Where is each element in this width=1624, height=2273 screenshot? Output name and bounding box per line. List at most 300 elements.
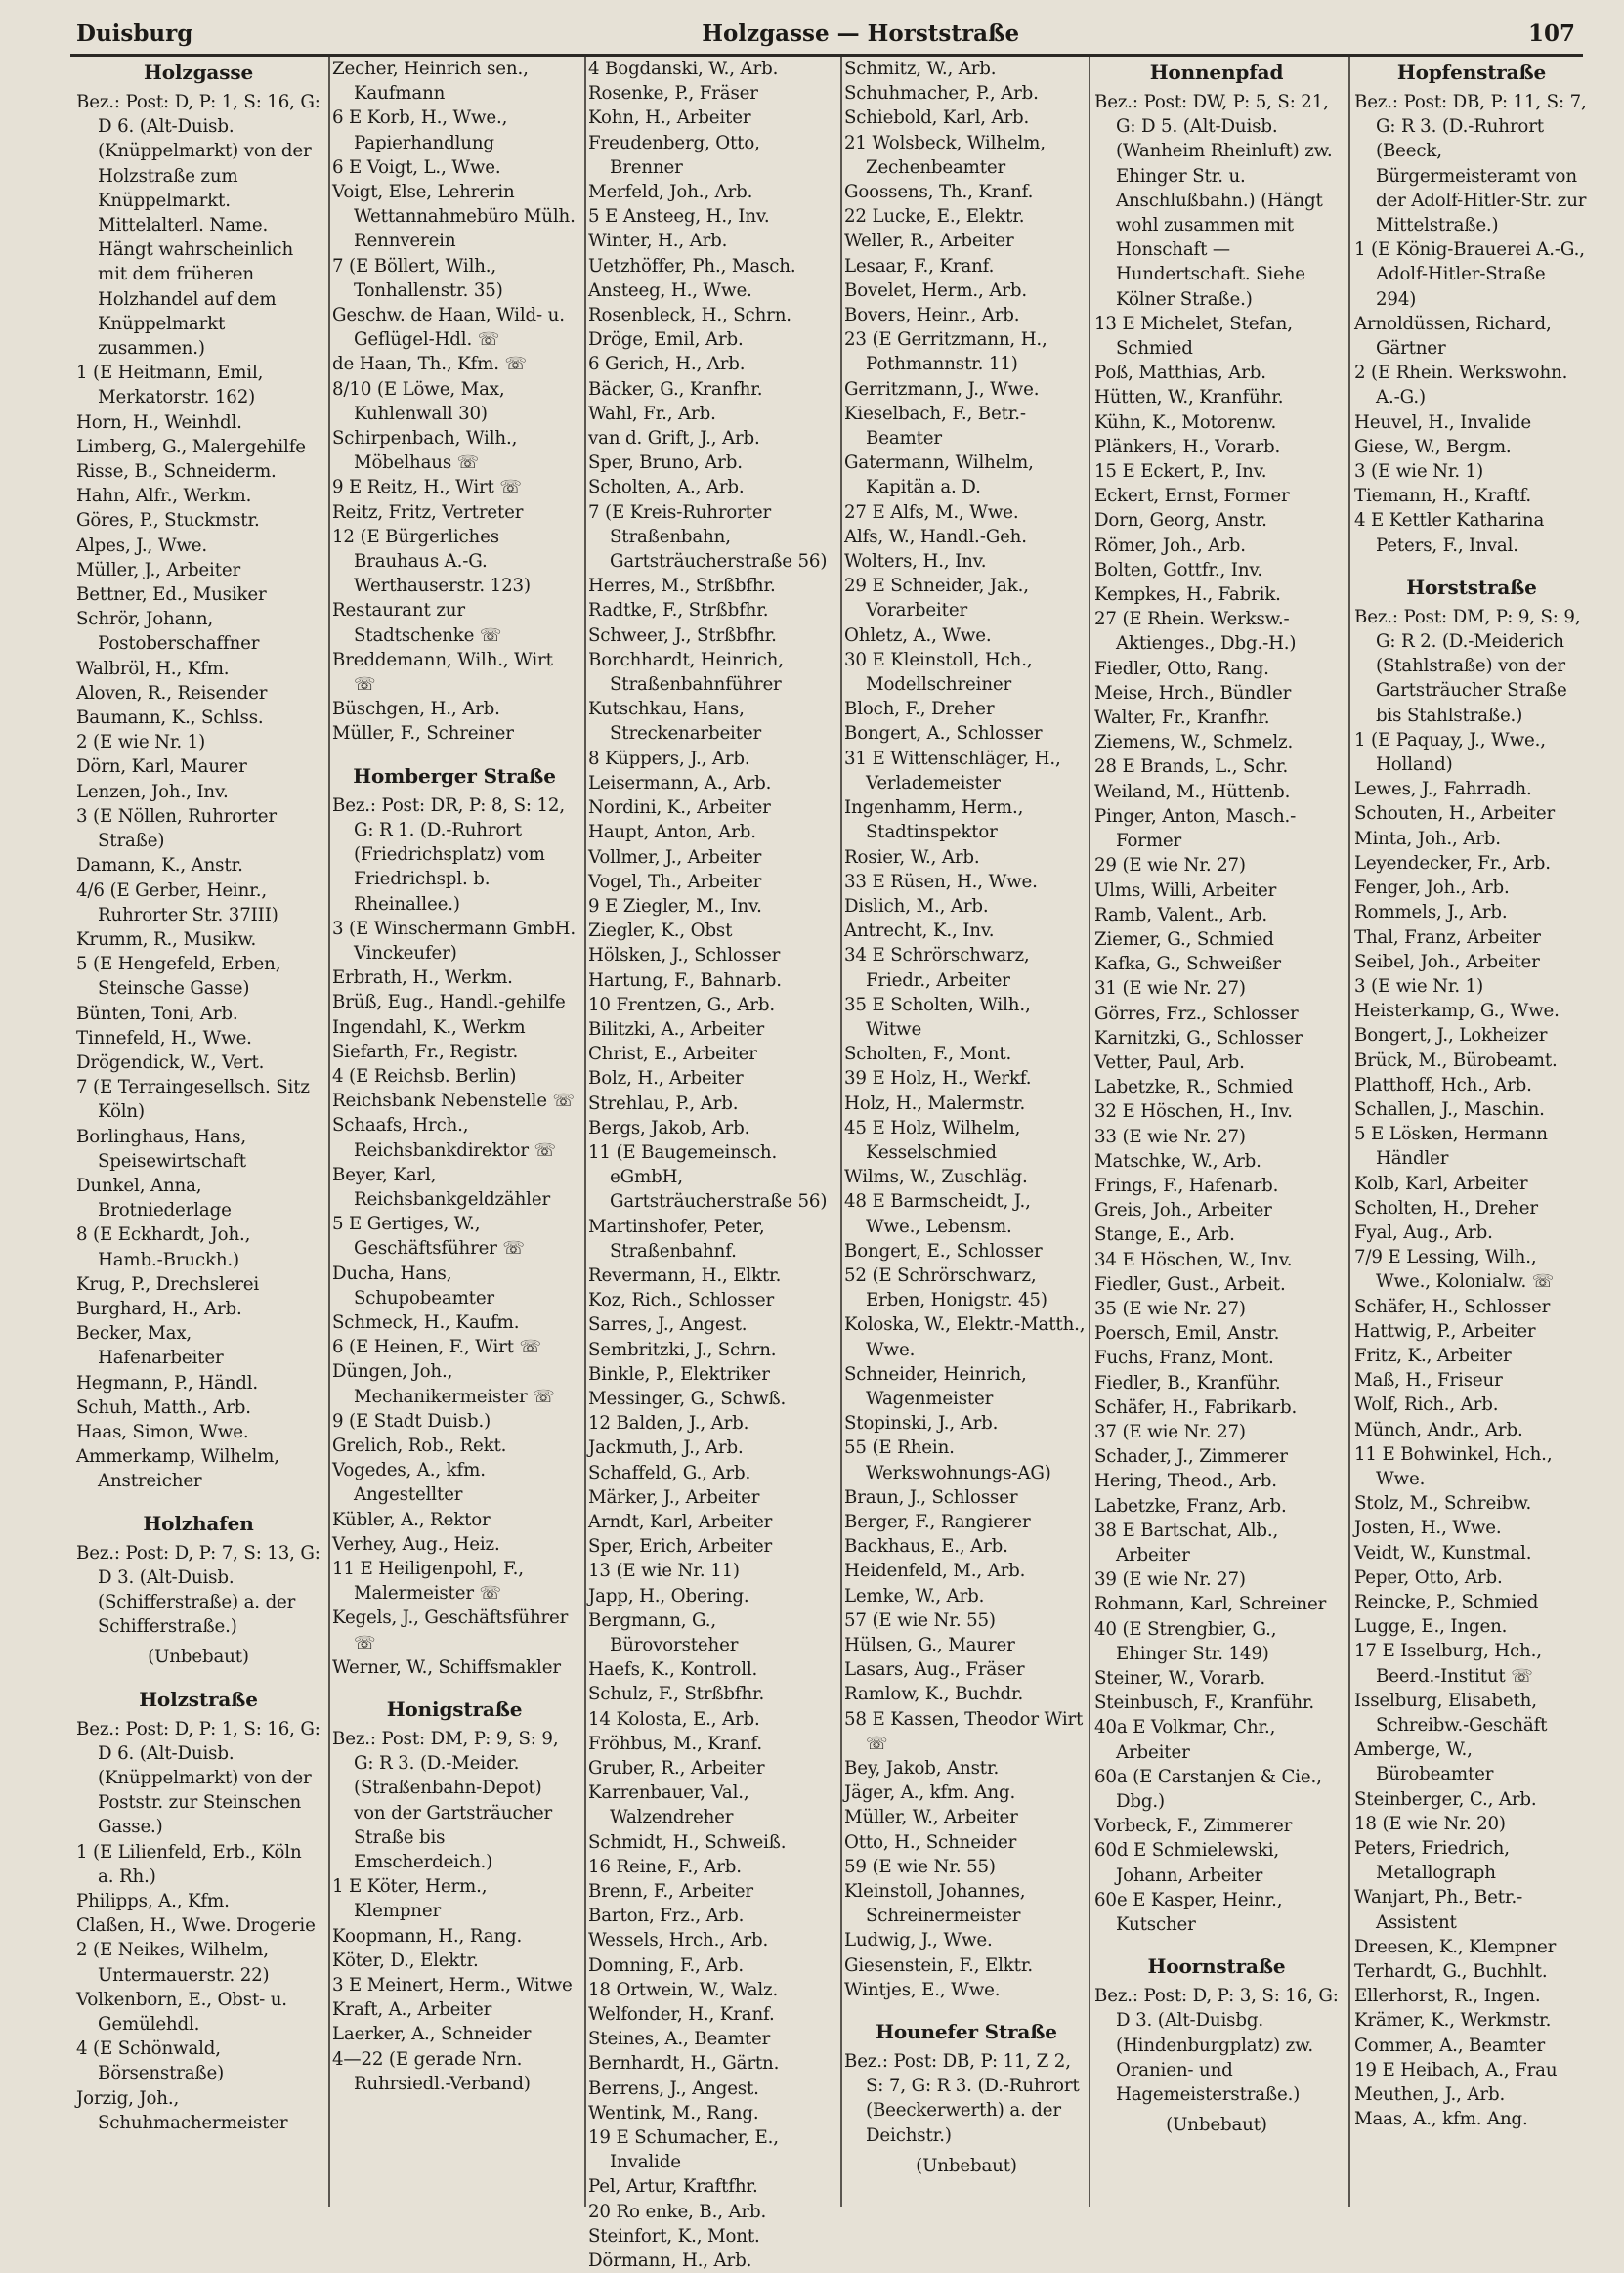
list-item: 57 (E wie Nr. 55) bbox=[844, 1609, 996, 1631]
list-item: Antrecht, K., Inv. bbox=[844, 921, 995, 942]
list-item: Dislich, M., Arb. bbox=[844, 895, 989, 917]
list-item: Koz, Rich., Schlosser bbox=[588, 1290, 775, 1311]
list-item: Hülsen, G., Maurer bbox=[844, 1635, 1015, 1655]
list-item: 7/9 E Lessing, Wilh., Wwe., Kolonialw. ☏ bbox=[1354, 1247, 1555, 1293]
unbuilt-note: (Unbebaut) bbox=[148, 1647, 249, 1668]
list-item: Steinbusch, F., Kranführ. bbox=[1094, 1693, 1315, 1714]
list-item: Bernhardt, H., Gärtn. bbox=[588, 2053, 780, 2075]
list-item: Baumann, K., Schlss. bbox=[76, 708, 264, 729]
list-item: 4/6 (E Gerber, Heinr., Ruhrorter Str. 37III) bbox=[76, 879, 278, 925]
list-item: Ludwig, J., Wwe. bbox=[844, 1930, 993, 1951]
list-item: Kafka, G., Schweißer bbox=[1094, 954, 1281, 975]
list-item: Weiland, M., Hüttenb. bbox=[1094, 781, 1291, 802]
list-item: Krug, P., Drechslerei bbox=[76, 1273, 260, 1295]
list-item: 6 E Korb, H., Wwe., Papierhandlung bbox=[332, 107, 508, 153]
list-item: Düngen, Joh., Mechanikermeister ☏ bbox=[332, 1361, 555, 1407]
list-item: 7 (E Kreis-Ruhrorter Straßenbahn, Gartsträucherstraße 56) bbox=[588, 501, 828, 573]
list-item: 58 E Kassen, Theodor Wirt ☏ bbox=[844, 1708, 1084, 1754]
list-item: 1 (E Heitmann, Emil, Merkatorstr. 162) bbox=[76, 363, 264, 408]
page-header bbox=[76, 14, 1575, 53]
street-heading: Holzstraße bbox=[139, 1687, 258, 1711]
list-item: 4 Bogdanski, W., Arb. bbox=[588, 59, 779, 79]
list-item: Breddemann, Wilh., Wirt ☏ bbox=[332, 649, 553, 696]
list-item: Holz, H., Malermstr. bbox=[844, 1093, 1026, 1114]
list-item: Messinger, G., Schwß. bbox=[588, 1388, 787, 1409]
list-item: 2 (E wie Nr. 1) bbox=[76, 732, 206, 753]
column-divider bbox=[1348, 57, 1350, 2207]
list-item: 28 E Brands, L., Schr. bbox=[1094, 756, 1289, 778]
list-item: Karrenbauer, Val., Walzendreher bbox=[588, 1782, 749, 1828]
list-item: Maß, H., Friseur bbox=[1354, 1370, 1503, 1392]
list-item: 4 E Kettler Katharina Peters, F., Inval. bbox=[1354, 510, 1545, 556]
list-item: Ohletz, A., Wwe. bbox=[844, 624, 992, 646]
list-item: Hering, Theod., Arb. bbox=[1094, 1471, 1277, 1492]
list-item: Koloska, W., Elektr.-Matth., Wwe. bbox=[844, 1314, 1086, 1360]
list-item: 11 E Heiligenpohl, F., Malermeister ☏ bbox=[332, 1558, 524, 1605]
list-item: Becker, Max, Hafenarbeiter bbox=[76, 1323, 224, 1369]
list-item: 4 (E Schönwald, Börsenstraße) bbox=[76, 2038, 225, 2084]
street-heading: Hoornstraße bbox=[1147, 1954, 1286, 1979]
list-item: 5 E Ansteeg, H., Inv. bbox=[588, 206, 770, 228]
list-item: Dunkel, Anna, Brotniederlage bbox=[76, 1175, 232, 1222]
list-item: 13 E Michelet, Stefan, Schmied bbox=[1094, 313, 1293, 360]
district-info-text: Bez.: Post: D, P: 3, S: 16, G: D 3. (Alt-Duisbg. (Hindenburgplatz) zw. Oranien- und Hagemeisterstraße.) bbox=[1094, 1986, 1339, 2106]
list-item: Minta, Joh., Arb. bbox=[1354, 828, 1501, 849]
column-divider bbox=[840, 57, 842, 2207]
list-item: Claßen, H., Wwe. Drogerie bbox=[76, 1915, 316, 1937]
list-item: 1 E Köter, Herm., Klempner bbox=[332, 1876, 488, 1922]
list-item: Aloven, R., Reisender bbox=[76, 682, 268, 704]
unbuilt-note: (Unbebaut) bbox=[1166, 2115, 1267, 2136]
list-item: Bilitzki, A., Arbeiter bbox=[588, 1018, 765, 1040]
list-item: 10 Frentzen, G., Arb. bbox=[588, 994, 775, 1015]
list-item: Wintjes, E., Wwe. bbox=[844, 1979, 1001, 2000]
list-item: Müller, J., Arbeiter bbox=[76, 559, 241, 580]
list-item: Zecher, Heinrich sen., Kaufmann bbox=[332, 59, 529, 105]
list-item: Rosier, W., Arb. bbox=[844, 846, 980, 868]
list-item: Schader, J., Zimmerer bbox=[1094, 1446, 1288, 1468]
street-heading: Hounefer Straße bbox=[876, 2020, 1057, 2044]
list-item: Heuvel, H., Invalide bbox=[1354, 411, 1532, 433]
list-item: Müller, F., Schreiner bbox=[332, 723, 514, 745]
list-item: Bettner, Ed., Musiker bbox=[76, 584, 267, 606]
list-item: Wahl, Fr., Arb. bbox=[588, 403, 716, 424]
list-item: Meise, Hrch., Bündler bbox=[1094, 682, 1292, 704]
street-heading: Homberger Straße bbox=[353, 763, 556, 788]
street-heading: Honnenpfad bbox=[1149, 61, 1284, 84]
list-item: Pel, Artur, Kraftfhr. bbox=[588, 2176, 758, 2198]
page-number: 107 bbox=[1527, 20, 1575, 47]
list-item: 5 (E Hengefeld, Erben, Steinsche Gasse) bbox=[76, 954, 281, 1000]
list-item: Schrör, Johann, Postoberschaffner bbox=[76, 609, 260, 655]
list-item: Wolf, Rich., Arb. bbox=[1354, 1394, 1499, 1416]
list-item: Stolz, M., Schreibw. bbox=[1354, 1493, 1532, 1515]
list-item: 35 E Scholten, Wilh., Witwe bbox=[844, 994, 1031, 1040]
entry-list bbox=[332, 917, 577, 1680]
list-item: Ramb, Valent., Arb. bbox=[1094, 904, 1268, 925]
list-item: Römer, Joh., Arb. bbox=[1094, 535, 1246, 556]
list-item: Stopinski, J., Arb. bbox=[844, 1413, 999, 1435]
list-item: 52 (E Schrörschwarz, Erben, Honigstr. 45) bbox=[844, 1265, 1047, 1311]
list-item: 15 E Eckert, P., Inv. bbox=[1094, 461, 1267, 483]
entry-list bbox=[588, 57, 833, 2273]
list-item: Bolz, H., Arbeiter bbox=[588, 1068, 744, 1090]
entry-list bbox=[844, 57, 1089, 2002]
column-4 bbox=[844, 57, 1089, 2216]
list-item: Laerker, A., Schneider bbox=[332, 2024, 532, 2045]
list-item: 37 (E wie Nr. 27) bbox=[1094, 1421, 1246, 1442]
list-item: Kieselbach, F., Betr.-Beamter bbox=[844, 403, 1026, 450]
list-item: 30 E Kleinstoll, Hch., Modellschreiner bbox=[844, 649, 1033, 696]
list-item: 17 E Isselburg, Hch., Beerd.-Institut ☏ bbox=[1354, 1641, 1542, 1687]
list-item: 60a (E Carstanjen & Cie., Dbg.) bbox=[1094, 1766, 1322, 1813]
list-item: 59 (E wie Nr. 55) bbox=[844, 1856, 996, 1877]
list-item: Fiedler, B., Kranführ. bbox=[1094, 1372, 1281, 1394]
list-item: Haefs, K., Kontroll. bbox=[588, 1659, 758, 1681]
list-item: Wilms, W., Zuschläg. bbox=[844, 1167, 1028, 1188]
list-item: 2 (E Rhein. Werkswohn. A.-G.) bbox=[1354, 363, 1568, 408]
list-item: Sembritzki, J., Schrn. bbox=[588, 1339, 777, 1360]
column-3 bbox=[588, 57, 833, 2272]
list-item: 3 (E wie Nr. 1) bbox=[1354, 975, 1484, 997]
list-item: Verhey, Aug., Heiz. bbox=[332, 1533, 500, 1555]
street-heading: Holzgasse bbox=[143, 61, 254, 84]
list-item: 12 (E Bürgerliches Brauhaus A.-G. Werthauserstr. 123) bbox=[332, 526, 531, 597]
list-item: Hegmann, P., Händl. bbox=[76, 1372, 259, 1394]
list-item: Fröhbus, M., Kranf. bbox=[588, 1733, 763, 1754]
list-item: Reitz, Fritz, Vertreter bbox=[332, 501, 524, 523]
list-item: Sarres, J., Angest. bbox=[588, 1314, 748, 1336]
list-item: Schaafs, Hrch., Reichsbankdirektor ☏ bbox=[332, 1115, 557, 1161]
list-item: Schneider, Heinrich, Wagenmeister bbox=[844, 1363, 1027, 1409]
list-item: Büschgen, H., Arb. bbox=[332, 699, 500, 720]
list-item: Schiebold, Karl, Arb. bbox=[844, 107, 1030, 129]
list-item: Rosenbleck, H., Schrn. bbox=[588, 305, 791, 326]
column-1 bbox=[76, 57, 321, 2216]
list-item: Braun, J., Schlosser bbox=[844, 1486, 1018, 1508]
list-item: Pinger, Anton, Masch.-Former bbox=[1094, 805, 1297, 852]
list-item: Philipps, A., Kfm. bbox=[76, 1891, 230, 1912]
district-info bbox=[1354, 605, 1589, 728]
list-item: Ulms, Willi, Arbeiter bbox=[1094, 879, 1277, 901]
list-item: Steinfort, K., Mont. bbox=[588, 2225, 760, 2247]
list-item: Reincke, P., Schmied bbox=[1354, 1591, 1539, 1612]
list-item: Lenzen, Joh., Inv. bbox=[76, 781, 229, 802]
list-item: Wentink, M., Rang. bbox=[588, 2102, 759, 2123]
list-item: 27 (E Rhein. Werksw.-Aktienges., Dbg.-H.) bbox=[1094, 609, 1297, 655]
district-info bbox=[332, 1727, 577, 1874]
list-item: Vetter, Paul, Arb. bbox=[1094, 1051, 1245, 1073]
list-item: Lewes, J., Fahrradh. bbox=[1354, 779, 1532, 800]
list-item: Bey, Jakob, Anstr. bbox=[844, 1758, 1000, 1780]
list-item: Japp, H., Obering. bbox=[588, 1585, 749, 1607]
list-item: 5 E Lösken, Hermann Händler bbox=[1354, 1124, 1548, 1170]
list-item: Giese, W., Bergm. bbox=[1354, 436, 1512, 457]
list-item: Fiedler, Otto, Rang. bbox=[1094, 658, 1269, 679]
list-item: Kleinstoll, Johannes, Schreinermeister bbox=[844, 1881, 1026, 1927]
list-item: Geschw. de Haan, Wild- u. Geflügel-Hdl. ☏ bbox=[332, 305, 565, 351]
list-item: 39 E Holz, H., Werkf. bbox=[844, 1068, 1032, 1090]
list-item: 9 (E Stadt Duisb.) bbox=[332, 1410, 491, 1432]
list-item: Labetzke, Franz, Arb. bbox=[1094, 1495, 1287, 1517]
list-item: Binkle, P., Elektriker bbox=[588, 1363, 770, 1385]
district-info-text: Bez.: Post: DB, P: 11, Z 2, S: 7, G: R 3. (D.-Ruhrort (Beeckerwerth) a. der Deichstr.) bbox=[844, 2051, 1080, 2146]
list-item: Heisterkamp, G., Wwe. bbox=[1354, 1001, 1560, 1022]
list-item: Ziemer, G., Schmied bbox=[1094, 928, 1274, 950]
district-info bbox=[76, 1717, 321, 1840]
list-item: Haas, Simon, Wwe. bbox=[76, 1421, 249, 1442]
list-item: 1 (E König-Brauerei A.-G., Adolf-Hitler-Straße 294) bbox=[1354, 239, 1585, 310]
list-item: Bolten, Gottfr., Inv. bbox=[1094, 559, 1262, 580]
list-item: Maas, A., kfm. Ang. bbox=[1354, 2109, 1528, 2130]
list-item: Vorbeck, F., Zimmerer bbox=[1094, 1816, 1293, 1837]
street-heading: Holzhafen bbox=[143, 1511, 254, 1535]
list-item: Otto, H., Schneider bbox=[844, 1831, 1017, 1853]
list-item: 8 Küppers, J., Arb. bbox=[588, 748, 750, 769]
list-item: 19 E Schumacher, E., Invalide bbox=[588, 2127, 779, 2173]
list-item: Scholten, H., Dreher bbox=[1354, 1197, 1538, 1219]
list-item: Lugge, E., Ingen. bbox=[1354, 1616, 1508, 1638]
list-item: Brück, M., Bürobeamt. bbox=[1354, 1050, 1558, 1071]
list-item: 18 Ortwein, W., Walz. bbox=[588, 1979, 779, 2000]
list-item: Volkenborn, E., Obst- u. Gemülehdl. bbox=[76, 1989, 287, 2036]
list-item: Bergs, Jakob, Arb. bbox=[588, 1117, 750, 1138]
list-item: Platthoff, Hch., Arb. bbox=[1354, 1074, 1532, 1095]
list-item: Steiner, W., Vorarb. bbox=[1094, 1668, 1266, 1689]
list-item: Bloch, F., Dreher bbox=[844, 699, 995, 720]
district-info bbox=[1354, 90, 1589, 237]
district-info-text: Bez.: Post: DM, P: 9, S: 9, G: R 2. (D.-Meiderich (Stahlstraße) von der Gartsträucher Straße bis Stahlstraße.) bbox=[1354, 606, 1581, 726]
list-item: Vogedes, A., kfm. Angestellter bbox=[332, 1460, 486, 1506]
list-item: Leyendecker, Fr., Arb. bbox=[1354, 852, 1551, 874]
list-item: Dörn, Karl, Maurer bbox=[76, 756, 247, 778]
list-item: Krämer, K., Werkmstr. bbox=[1354, 2010, 1552, 2032]
list-item: 21 Wolsbeck, Wilhelm, Zechenbeamter bbox=[844, 132, 1046, 178]
district-info bbox=[844, 2049, 1089, 2148]
district-info bbox=[1094, 90, 1339, 312]
list-item: Voigt, Else, Lehrerin Wettannahmebüro Mülh. Rennverein bbox=[332, 182, 576, 252]
list-item: Göres, P., Stuckmstr. bbox=[76, 510, 260, 532]
list-item: Gruber, R., Arbeiter bbox=[588, 1758, 765, 1780]
list-item: Leisermann, A., Arb. bbox=[588, 772, 772, 793]
district-info-text: Bez.: Post: D, P: 7, S: 13, G: D 3. (Alt-Duisb. (Schifferstraße) a. der Schifferstraße.) bbox=[76, 1542, 321, 1638]
list-item: 9 E Reitz, H., Wirt ☏ bbox=[332, 477, 522, 498]
list-item: Kolb, Karl, Arbeiter bbox=[1354, 1173, 1528, 1194]
list-item: 3 E Meinert, Herm., Witwe bbox=[332, 1975, 573, 1996]
list-item: Schmitz, W., Arb. bbox=[844, 59, 997, 79]
list-item: Martinshofer, Peter, Straßenbahnf. bbox=[588, 1216, 765, 1262]
entry-list bbox=[1094, 312, 1339, 1937]
list-item: Dröge, Emil, Arb. bbox=[588, 329, 744, 351]
list-item: Herres, M., Strßbfhr. bbox=[588, 576, 776, 597]
unbuilt-note: (Unbebaut) bbox=[916, 2155, 1017, 2176]
list-item: Scholten, F., Mont. bbox=[844, 1044, 1012, 1065]
list-item: Lesaar, F., Kranf. bbox=[844, 255, 995, 277]
list-item: Alfs, W., Handl.-Geh. bbox=[844, 526, 1027, 547]
list-item: Dorn, Georg, Anstr. bbox=[1094, 510, 1267, 532]
column-divider bbox=[1089, 57, 1090, 2207]
district-info bbox=[332, 793, 577, 917]
list-item: 11 (E Baugemeinsch. eGmbH, Gartsträucherstraße 56) bbox=[588, 1141, 828, 1213]
list-item: Schmeck, H., Kaufm. bbox=[332, 1311, 520, 1333]
district-info bbox=[76, 1541, 321, 1640]
list-item: 55 (E Rhein. Werkswohnungs-AG) bbox=[844, 1437, 1051, 1483]
list-item: van d. Grift, J., Arb. bbox=[588, 428, 760, 450]
list-item: Reichsbank Nebenstelle ☏ bbox=[332, 1091, 576, 1112]
list-item: 4 (E Reichsb. Berlin) bbox=[332, 1065, 517, 1087]
list-item: Krumm, R., Musikw. bbox=[76, 928, 257, 950]
list-item: Kegels, J., Geschäftsführer ☏ bbox=[332, 1608, 569, 1653]
list-item: Labetzke, R., Schmied bbox=[1094, 1077, 1294, 1098]
list-item: Haupt, Anton, Arb. bbox=[588, 822, 756, 843]
list-item: Stange, E., Arb. bbox=[1094, 1224, 1235, 1246]
list-item: Köter, D., Elektr. bbox=[332, 1950, 479, 1971]
list-item: Schuhmacher, P., Arb. bbox=[844, 83, 1039, 105]
street-heading: Horststraße bbox=[1406, 575, 1537, 599]
list-item: Borlinghaus, Hans, Speisewirtschaft bbox=[76, 1126, 246, 1172]
list-item: Fuchs, Franz, Mont. bbox=[1094, 1348, 1274, 1369]
list-item: Ansteeg, H., Wwe. bbox=[588, 279, 752, 301]
entry-list bbox=[76, 361, 321, 1493]
list-item: 14 Kolosta, E., Arb. bbox=[588, 1708, 760, 1730]
list-item: Lemke, W., Arb. bbox=[844, 1585, 985, 1607]
list-item: 3 (E wie Nr. 1) bbox=[1354, 461, 1484, 483]
district-info bbox=[76, 90, 321, 361]
list-item: Tiemann, H., Kraftf. bbox=[1354, 486, 1532, 507]
list-item: 33 E Rüsen, H., Wwe. bbox=[844, 871, 1038, 892]
list-item: 29 (E wie Nr. 27) bbox=[1094, 855, 1246, 877]
list-item: Bongert, E., Schlosser bbox=[844, 1240, 1043, 1262]
list-item: Backhaus, E., Arb. bbox=[844, 1536, 1008, 1558]
entry-list bbox=[1354, 728, 1589, 2132]
list-item: 27 E Alfs, M., Wwe. bbox=[844, 501, 1019, 523]
list-item: Ducha, Hans, Schupobeamter bbox=[332, 1263, 494, 1308]
list-item: Rommels, J., Arb. bbox=[1354, 902, 1508, 923]
list-item: Matschke, W., Arb. bbox=[1094, 1150, 1261, 1172]
entry-list bbox=[76, 1840, 321, 2135]
list-item: Lasars, Aug., Fräser bbox=[844, 1659, 1025, 1681]
list-item: 45 E Holz, Wilhelm, Kesselschmied bbox=[844, 1117, 1021, 1163]
list-item: Werner, W., Schiffsmakler bbox=[332, 1656, 561, 1678]
list-item: Walbröl, H., Kfm. bbox=[76, 658, 230, 679]
list-item: 7 (E Terraingesellsch. Sitz Köln) bbox=[76, 1077, 310, 1123]
list-item: Eckert, Ernst, Former bbox=[1094, 486, 1290, 507]
list-item: Berger, F., Rangierer bbox=[844, 1511, 1031, 1532]
list-item: Bovelet, Herm., Arb. bbox=[844, 279, 1027, 301]
list-item: Alpes, J., Wwe. bbox=[76, 535, 208, 556]
list-item: 1 (E Lilienfeld, Erb., Köln a. Rh.) bbox=[76, 1841, 302, 1887]
list-item: Bongert, A., Schlosser bbox=[844, 723, 1043, 745]
list-item: Barton, Frz., Arb. bbox=[588, 1906, 745, 1927]
list-item: Ziegler, K., Obst bbox=[588, 921, 733, 942]
list-item: Bünten, Toni, Arb. bbox=[76, 1003, 238, 1024]
list-item: Fiedler, Gust., Arbeit. bbox=[1094, 1273, 1286, 1295]
list-item: Walter, Fr., Kranfhr. bbox=[1094, 708, 1270, 729]
list-item: Ziemens, W., Schmelz. bbox=[1094, 732, 1294, 753]
list-item: 31 (E wie Nr. 27) bbox=[1094, 978, 1246, 1000]
list-item: Schulz, F., Strßbfhr. bbox=[588, 1684, 765, 1705]
list-item: Dörmann, H., Arb. bbox=[588, 2251, 752, 2272]
list-item: Commer, A., Beamter bbox=[1354, 2035, 1545, 2056]
list-item: Brenn, F., Arbeiter bbox=[588, 1881, 753, 1903]
list-item: Beyer, Karl, Reichsbankgeldzähler bbox=[332, 1164, 551, 1210]
list-item: 19 E Heibach, A., Frau bbox=[1354, 2059, 1558, 2080]
list-item: Wanjart, Ph., Betr.-Assistent bbox=[1354, 1887, 1523, 1933]
list-item: Peper, Otto, Arb. bbox=[1354, 1566, 1503, 1588]
header-street-range: Holzgasse — Horststraße bbox=[702, 20, 1020, 47]
list-item: Schweer, J., Strßbfhr. bbox=[588, 624, 777, 646]
list-item: Damann, K., Anstr. bbox=[76, 855, 243, 877]
list-item: Hartung, F., Bahnarb. bbox=[588, 969, 782, 991]
list-item: 29 E Schneider, Jak., Vorarbeiter bbox=[844, 576, 1029, 622]
list-item: Schirpenbach, Wilh., Möbelhaus ☏ bbox=[332, 428, 518, 474]
street-heading: Honigstraße bbox=[386, 1697, 523, 1721]
list-item: 22 Lucke, E., Elektr. bbox=[844, 206, 1025, 228]
column-divider bbox=[584, 57, 586, 2207]
list-item: Seibel, Joh., Arbeiter bbox=[1354, 951, 1540, 972]
list-item: Ellerhorst, R., Ingen. bbox=[1354, 1986, 1541, 2007]
column-6 bbox=[1354, 57, 1589, 2216]
list-item: Vollmer, J., Arbeiter bbox=[588, 846, 762, 868]
list-item: Rohmann, Karl, Schreiner bbox=[1094, 1594, 1327, 1615]
list-item: 60e E Kasper, Heinr., Kutscher bbox=[1094, 1889, 1283, 1936]
list-item: Merfeld, Joh., Arb. bbox=[588, 182, 753, 203]
list-item: Drögendick, W., Vert. bbox=[76, 1051, 265, 1073]
list-item: Scholten, A., Arb. bbox=[588, 477, 745, 498]
list-item: Jäger, A., kfm. Ang. bbox=[844, 1782, 1016, 1804]
list-item: Ammerkamp, Wilhelm, Anstreicher bbox=[76, 1446, 279, 1492]
list-item: Siefarth, Fr., Registr. bbox=[332, 1041, 519, 1062]
list-item: Radtke, F., Strßbfhr. bbox=[588, 600, 769, 622]
list-item: Jorzig, Joh., Schuhmachermeister bbox=[76, 2087, 288, 2133]
column-divider bbox=[328, 57, 330, 2207]
list-item: Fyal, Aug., Arb. bbox=[1354, 1222, 1493, 1243]
list-item: 48 E Barmscheidt, J., Wwe., Lebensm. bbox=[844, 1191, 1031, 1237]
list-item: Arndt, Karl, Arbeiter bbox=[588, 1511, 773, 1532]
list-item: Veidt, W., Kunstmal. bbox=[1354, 1542, 1532, 1564]
list-item: Görres, Frz., Schlosser bbox=[1094, 1003, 1299, 1024]
list-item: 18 (E wie Nr. 20) bbox=[1354, 1813, 1506, 1834]
list-item: 31 E Wittenschläger, H., Verlademeister bbox=[844, 748, 1061, 793]
list-item: Arnoldüssen, Richard, Gärtner bbox=[1354, 313, 1552, 360]
list-item: 23 (E Gerritzmann, H., Pothmannstr. 11) bbox=[844, 329, 1047, 375]
list-item: Poß, Matthias, Arb. bbox=[1094, 363, 1266, 384]
list-item: Terhardt, G., Buchhlt. bbox=[1354, 1961, 1548, 1983]
list-item: Borchhardt, Heinrich, Straßenbahnführer bbox=[588, 649, 784, 696]
list-item: Restaurant zur Stadtschenke ☏ bbox=[332, 600, 502, 646]
list-item: Weller, R., Arbeiter bbox=[844, 231, 1014, 252]
list-item: 20 Ro enke, B., Arb. bbox=[588, 2201, 767, 2222]
list-item: Brüß, Eug., Handl.-gehilfe bbox=[332, 992, 566, 1013]
list-item: 8/10 (E Löwe, Max, Kuhlenwall 30) bbox=[332, 378, 505, 424]
list-item: Schäfer, H., Fabrikarb. bbox=[1094, 1396, 1298, 1418]
list-item: Dreesen, K., Klempner bbox=[1354, 1936, 1557, 1957]
district-info-text: Bez.: Post: D, P: 1, S: 16, G: D 6. (Alt-Duisb. (Knüppelmarkt) von der Holzstraße zum Knüppelmarkt. Mittelalterl. Name. Hängt wahrscheinlich mit dem früheren Holzhandel auf dem Knüppelmarkt zusammen.) bbox=[76, 92, 321, 360]
list-item: Hütten, W., Kranführ. bbox=[1094, 387, 1284, 408]
list-item: Risse, B., Schneiderm. bbox=[76, 461, 277, 483]
list-item: Peters, Friedrich, Metallograph bbox=[1354, 1838, 1510, 1884]
list-item: Hahn, Alfr., Werkm. bbox=[76, 486, 252, 507]
column-5 bbox=[1094, 57, 1339, 2216]
list-item: Winter, H., Arb. bbox=[588, 231, 728, 252]
list-item: Kübler, A., Rektor bbox=[332, 1509, 491, 1530]
list-item: 34 E Höschen, W., Inv. bbox=[1094, 1249, 1293, 1270]
list-item: Burghard, H., Arb. bbox=[76, 1298, 242, 1319]
list-item: 6 Gerich, H., Arb. bbox=[588, 354, 746, 375]
list-item: Hattwig, P., Arbeiter bbox=[1354, 1320, 1536, 1342]
district-info-text: Bez.: Post: DR, P: 8, S: 12, G: R 1. (D.-Ruhrort (Friedrichsplatz) vom Friedrichspl. b. Rheinallee.) bbox=[332, 794, 565, 915]
list-item: Bongert, J., Lokheizer bbox=[1354, 1025, 1548, 1047]
